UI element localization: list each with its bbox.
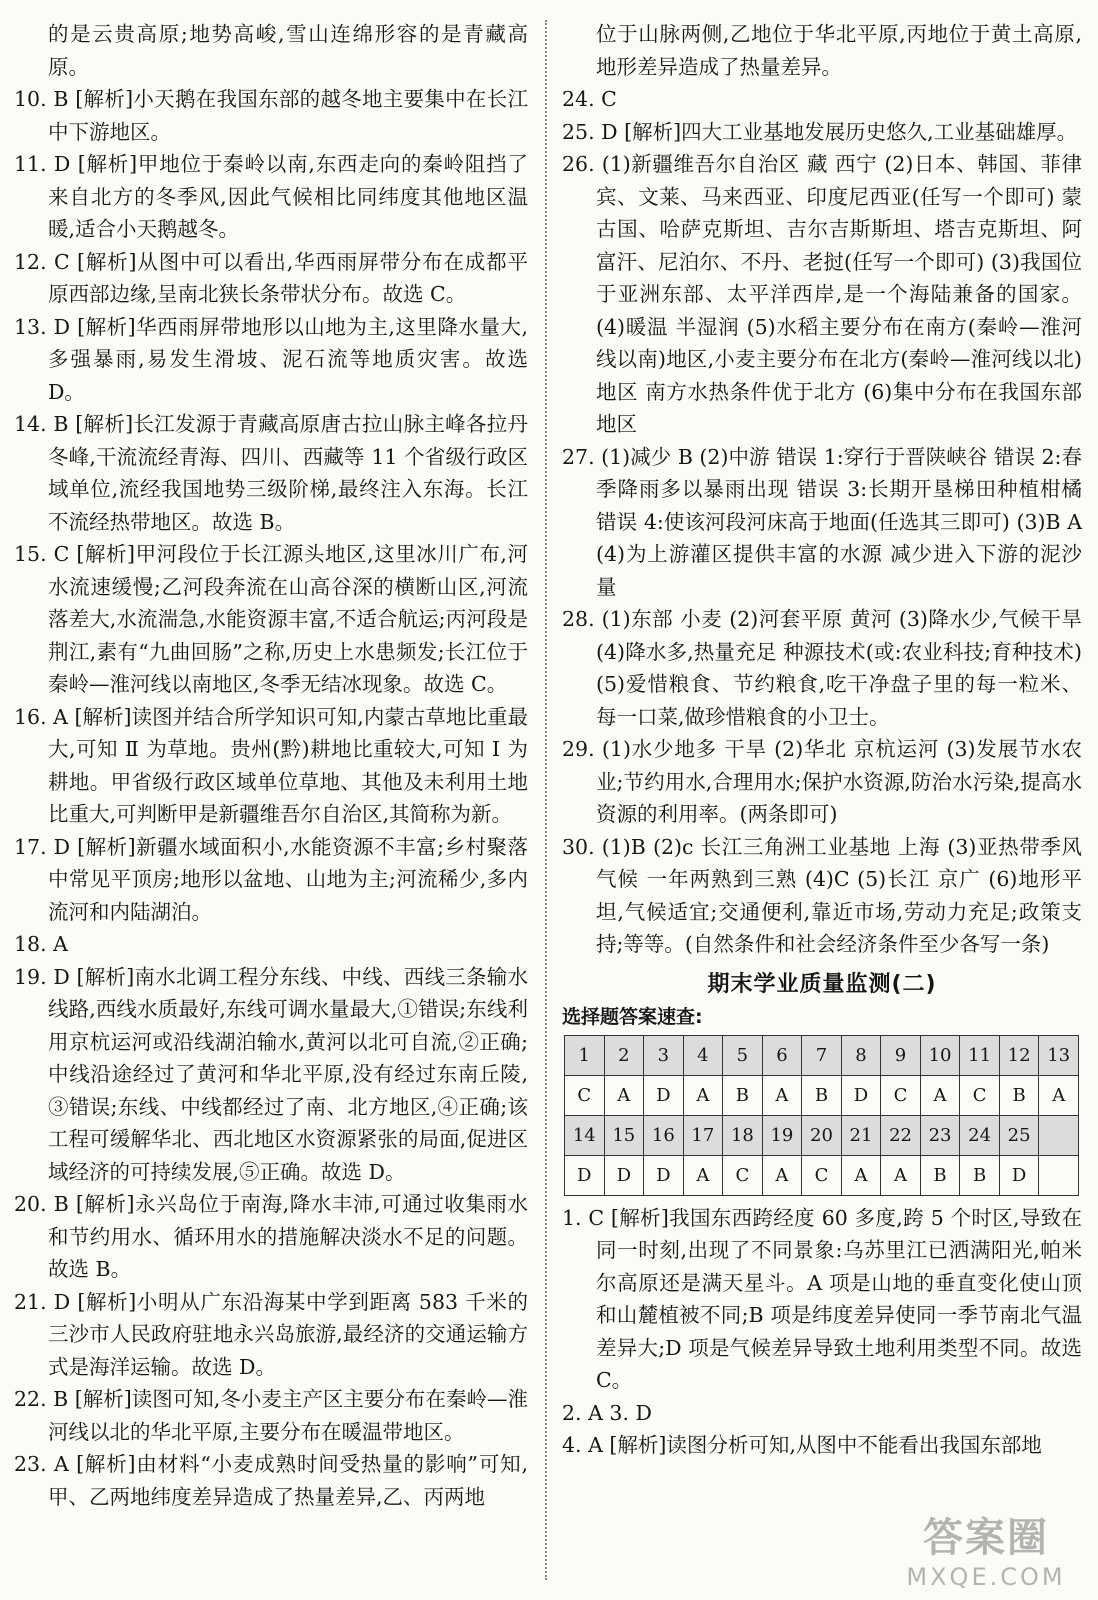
question-number-cell xyxy=(1039,1115,1079,1155)
question-number-cell: 23 xyxy=(920,1115,960,1155)
answer-letter-cell: B xyxy=(802,1075,842,1115)
answer-item: 位于山脉两侧,乙地位于华北平原,丙地位于黄土高原,地形差异造成了热量差异。 xyxy=(596,22,1082,79)
answer-letter-cell: C xyxy=(881,1075,921,1115)
question-number-cell: 5 xyxy=(723,1035,763,1075)
answer-letter-cell: A xyxy=(683,1155,723,1195)
answer-letter-cell: A xyxy=(1039,1075,1079,1115)
column-divider xyxy=(545,20,547,1580)
question-number-cell: 10 xyxy=(920,1035,960,1075)
answer-letter-cell: D xyxy=(644,1075,684,1115)
question-number-cell: 15 xyxy=(604,1115,644,1155)
answer-item: 11. D [解析]甲地位于秦岭以南,东西走向的秦岭阻挡了来自北方的冬季风,因此气候相比同纬度其他地区温暖,适合小天鹅越冬。 xyxy=(14,152,528,241)
answer-item: 24. C xyxy=(562,87,617,111)
right-column-explanations xyxy=(562,1202,1082,1462)
answer-letter-cell: D xyxy=(565,1155,605,1195)
question-number-cell: 24 xyxy=(960,1115,1000,1155)
answer-letter-cell: A xyxy=(604,1075,644,1115)
answer-item: 27. (1)减少 B (2)中游 错误 1:穿行于晋陕峡谷 错误 2:春季降雨多以暴雨出现 错误 3:长期开垦梯田种植柑橘 错误 4:使该河段河床高于地面(任选其三即可) (3)B A (4)为上游灌区提供丰富的水源 减少进入下游的泥沙量 xyxy=(562,444,1082,599)
answer-letter-cell: B xyxy=(723,1075,763,1115)
answer-letter-cell: C xyxy=(723,1155,763,1195)
answer-item: 21. D [解析]小明从广东沿海某中学到距离 583 千米的三沙市人民政府驻地永兴岛旅游,最经济的交通运输方式是海洋运输。故选 D。 xyxy=(14,1289,528,1379)
answer-item: 4. A [解析]读图分析可知,从图中不能看出我国东部地 xyxy=(562,1433,1042,1457)
answer-item: 13. D [解析]华西雨屏带地形以山地为主,这里降水量大,多强暴雨,易发生滑坡、泥石流等地质灾害。故选 D。 xyxy=(14,314,528,404)
answer-letter-cell: C xyxy=(960,1075,1000,1115)
answer-letter-cell: A xyxy=(920,1075,960,1115)
question-number-cell: 16 xyxy=(644,1115,684,1155)
question-number-cell: 7 xyxy=(802,1035,842,1075)
answer-item: 20. B [解析]永兴岛位于南海,降水丰沛,可通过收集雨水和节约用水、循环用水的措施解决淡水不足的问题。故选 B。 xyxy=(14,1192,528,1281)
answer-item: 16. A [解析]读图并结合所学知识可知,内蒙古草地比重最大,可知 Ⅱ 为草地。贵州(黔)耕地比重较大,可知 Ⅰ 为耕地。甲省级行政区域单位草地、其他及未利用土地比重大,可判断甲是新疆维吾尔自治区,其简称为新。 xyxy=(14,704,528,826)
answer-letter-cell: A xyxy=(762,1155,802,1195)
answer-letter-cell: D xyxy=(604,1155,644,1195)
answer-letter-cell: B xyxy=(960,1155,1000,1195)
answer-letter-cell: A xyxy=(881,1155,921,1195)
answer-item: 29. (1)水少地多 干旱 (2)华北 京杭运河 (3)发展节水农业;节约用水,合理用水;保护水资源,防治水污染,提高水资源的利用率。(两条即可) xyxy=(562,737,1082,826)
answer-letter-cell: B xyxy=(920,1155,960,1195)
answer-letter-cell: C xyxy=(802,1155,842,1195)
quick-answer-label: 选择题答案速查: xyxy=(562,1005,703,1028)
answer-item: 26. (1)新疆维吾尔自治区 藏 西宁 (2)日本、韩国、菲律宾、文莱、马来西亚、印度尼西亚(任写一个即可) 蒙古国、哈萨克斯坦、吉尔吉斯斯坦、塔吉克斯坦、阿富汗、尼泊尔、不丹、老挝(任写一个即可) (3)我国位于亚洲东部、太平洋西岸,是一个海陆兼备的国家。(4)暖温 半湿润 (5)水稻主要分布在南方(秦岭—淮河线以南)地区,小麦主要分布在北方(秦岭—淮河线以北)地区 南方水热条件优于北方 (6)集中分布在我国东部地区 xyxy=(562,152,1082,436)
answer-item: 19. D [解析]南水北调工程分东线、中线、西线三条输水线路,西线水质最好,东线可调水量最大,①错误;东线利用京杭运河或沿线湖泊输水,黄河以北可自流,②正确;中线沿途经过了黄河和华北平原,没有经过东南丘陵,③错误;东线、中线都经过了南、北方地区,④正确;该工程可缓解华北、西北地区水资源紧张的局面,促进区域经济的可持续发展,⑤正确。故选 D。 xyxy=(14,964,528,1184)
question-number-cell: 3 xyxy=(644,1035,684,1075)
answer-item: 14. B [解析]长江发源于青藏高原唐古拉山脉主峰各拉丹冬峰,干流流经青海、四川、西藏等 11 个省级行政区域单位,流经我国地势三级阶梯,最终注入东海。长江不流经热带地区。故选 B。 xyxy=(14,412,528,534)
question-number-cell: 14 xyxy=(565,1115,605,1155)
question-number-cell: 6 xyxy=(762,1035,802,1075)
question-number-cell: 22 xyxy=(881,1115,921,1155)
question-number-cell: 19 xyxy=(762,1115,802,1155)
answer-item: 25. D [解析]四大工业基地发展历史悠久,工业基础雄厚。 xyxy=(562,119,1078,144)
answer-table xyxy=(564,1035,1079,1196)
question-number-cell: 2 xyxy=(604,1035,644,1075)
answer-letter-cell: A xyxy=(762,1075,802,1115)
answer-table-answer-row xyxy=(565,1155,1079,1195)
answer-letter-cell: D xyxy=(999,1155,1039,1195)
question-number-cell: 13 xyxy=(1039,1035,1079,1075)
answer-item: 1. C [解析]我国东西跨经度 60 多度,跨 5 个时区,导致在同一时刻,出现了不同景象:乌苏里江已洒满阳光,帕米尔高原还是满天星斗。A 项是山地的垂直变化使山顶和山麓植被不同;B 项是纬度差异使同一季节南北气温差异大;D 项是气候差异导致土地利用类型不同。故选 C。 xyxy=(562,1205,1082,1392)
answer-item: 23. A [解析]由材料“小麦成熟时间受热量的影响”可知,甲、乙两地纬度差异造成了热量差异,乙、丙两地 xyxy=(14,1452,528,1509)
watermark-logo-text: 答案圈 xyxy=(923,1515,1049,1561)
site-watermark xyxy=(886,1506,1086,1594)
answer-item: 28. (1)东部 小麦 (2)河套平原 黄河 (3)降水少,气候干旱 (4)降水多,热量充足 种源技术(或:农业科技;育种技术) (5)爱惜粮食、节约粮食,吃干净盘子里的每一粒米、每一口菜,做珍惜粮食的小卫士。 xyxy=(562,607,1082,729)
answer-letter-cell: C xyxy=(565,1075,605,1115)
answer-table-number-row xyxy=(565,1035,1079,1075)
answer-item: 15. C [解析]甲河段位于长江源头地区,这里冰川广布,河水流速缓慢;乙河段奔流在山高谷深的横断山区,河流落差大,水流湍急,水能资源丰富,不适合航运;丙河段是荆江,素有“九曲回肠”之称,历史上水患频发;长江位于秦岭—淮河线以南地区,冬季无结冰现象。故选 C。 xyxy=(14,542,528,696)
answer-item: 30. (1)B (2)c 长江三角洲工业基地 上海 (3)亚热带季风气候 一年两熟到三熟 (4)C (5)长江 京广 (6)地形平坦,气候适宜;交通便利,靠近市场,劳动力充足;政策支持;等等。(自然条件和社会经济条件至少各写一条) xyxy=(562,834,1082,956)
answer-item: 2. A 3. D xyxy=(562,1400,652,1425)
question-number-cell: 25 xyxy=(999,1115,1039,1155)
question-number-cell: 1 xyxy=(565,1035,605,1075)
answer-letter-cell: D xyxy=(644,1155,684,1195)
question-number-cell: 18 xyxy=(723,1115,763,1155)
answer-letter-cell: B xyxy=(999,1075,1039,1115)
right-column-answers xyxy=(562,18,1082,961)
left-column xyxy=(14,18,528,1513)
question-number-cell: 20 xyxy=(802,1115,842,1155)
answer-letter-cell xyxy=(1039,1155,1079,1195)
question-number-cell: 17 xyxy=(683,1115,723,1155)
question-number-cell: 11 xyxy=(960,1035,1000,1075)
answer-item: 18. A xyxy=(14,932,68,956)
section-title: 期末学业质量监测(二) xyxy=(707,971,937,997)
answer-letter-cell: D xyxy=(841,1075,881,1115)
question-number-cell: 21 xyxy=(841,1115,881,1155)
answer-letter-cell: A xyxy=(841,1155,881,1195)
question-number-cell: 8 xyxy=(841,1035,881,1075)
question-number-cell: 12 xyxy=(999,1035,1039,1075)
watermark-url: MXQE.COM xyxy=(906,1563,1066,1591)
answer-item: 17. D [解析]新疆水域面积小,水能资源不丰富;乡村聚落中常见平顶房;地形以盆地、山地为主;河流稀少,多内流河和内陆湖泊。 xyxy=(14,834,528,924)
answer-table-number-row xyxy=(565,1115,1079,1155)
right-column xyxy=(562,18,1082,1462)
answer-item: 12. C [解析]从图中可以看出,华西雨屏带分布在成都平原西部边缘,呈南北狭长条带状分布。故选 C。 xyxy=(14,249,528,306)
answer-letter-cell: A xyxy=(683,1075,723,1115)
answer-item: 22. B [解析]读图可知,冬小麦主产区主要分布在秦岭—淮河线以北的华北平原,主要分布在暖温带地区。 xyxy=(14,1387,528,1444)
question-number-cell: 9 xyxy=(881,1035,921,1075)
question-number-cell: 4 xyxy=(683,1035,723,1075)
answer-table-answer-row xyxy=(565,1075,1079,1115)
answer-item: 10. B [解析]小天鹅在我国东部的越冬地主要集中在长江中下游地区。 xyxy=(14,87,528,144)
answer-item: 的是云贵高原;地势高峻,雪山连绵形容的是青藏高原。 xyxy=(48,22,528,79)
